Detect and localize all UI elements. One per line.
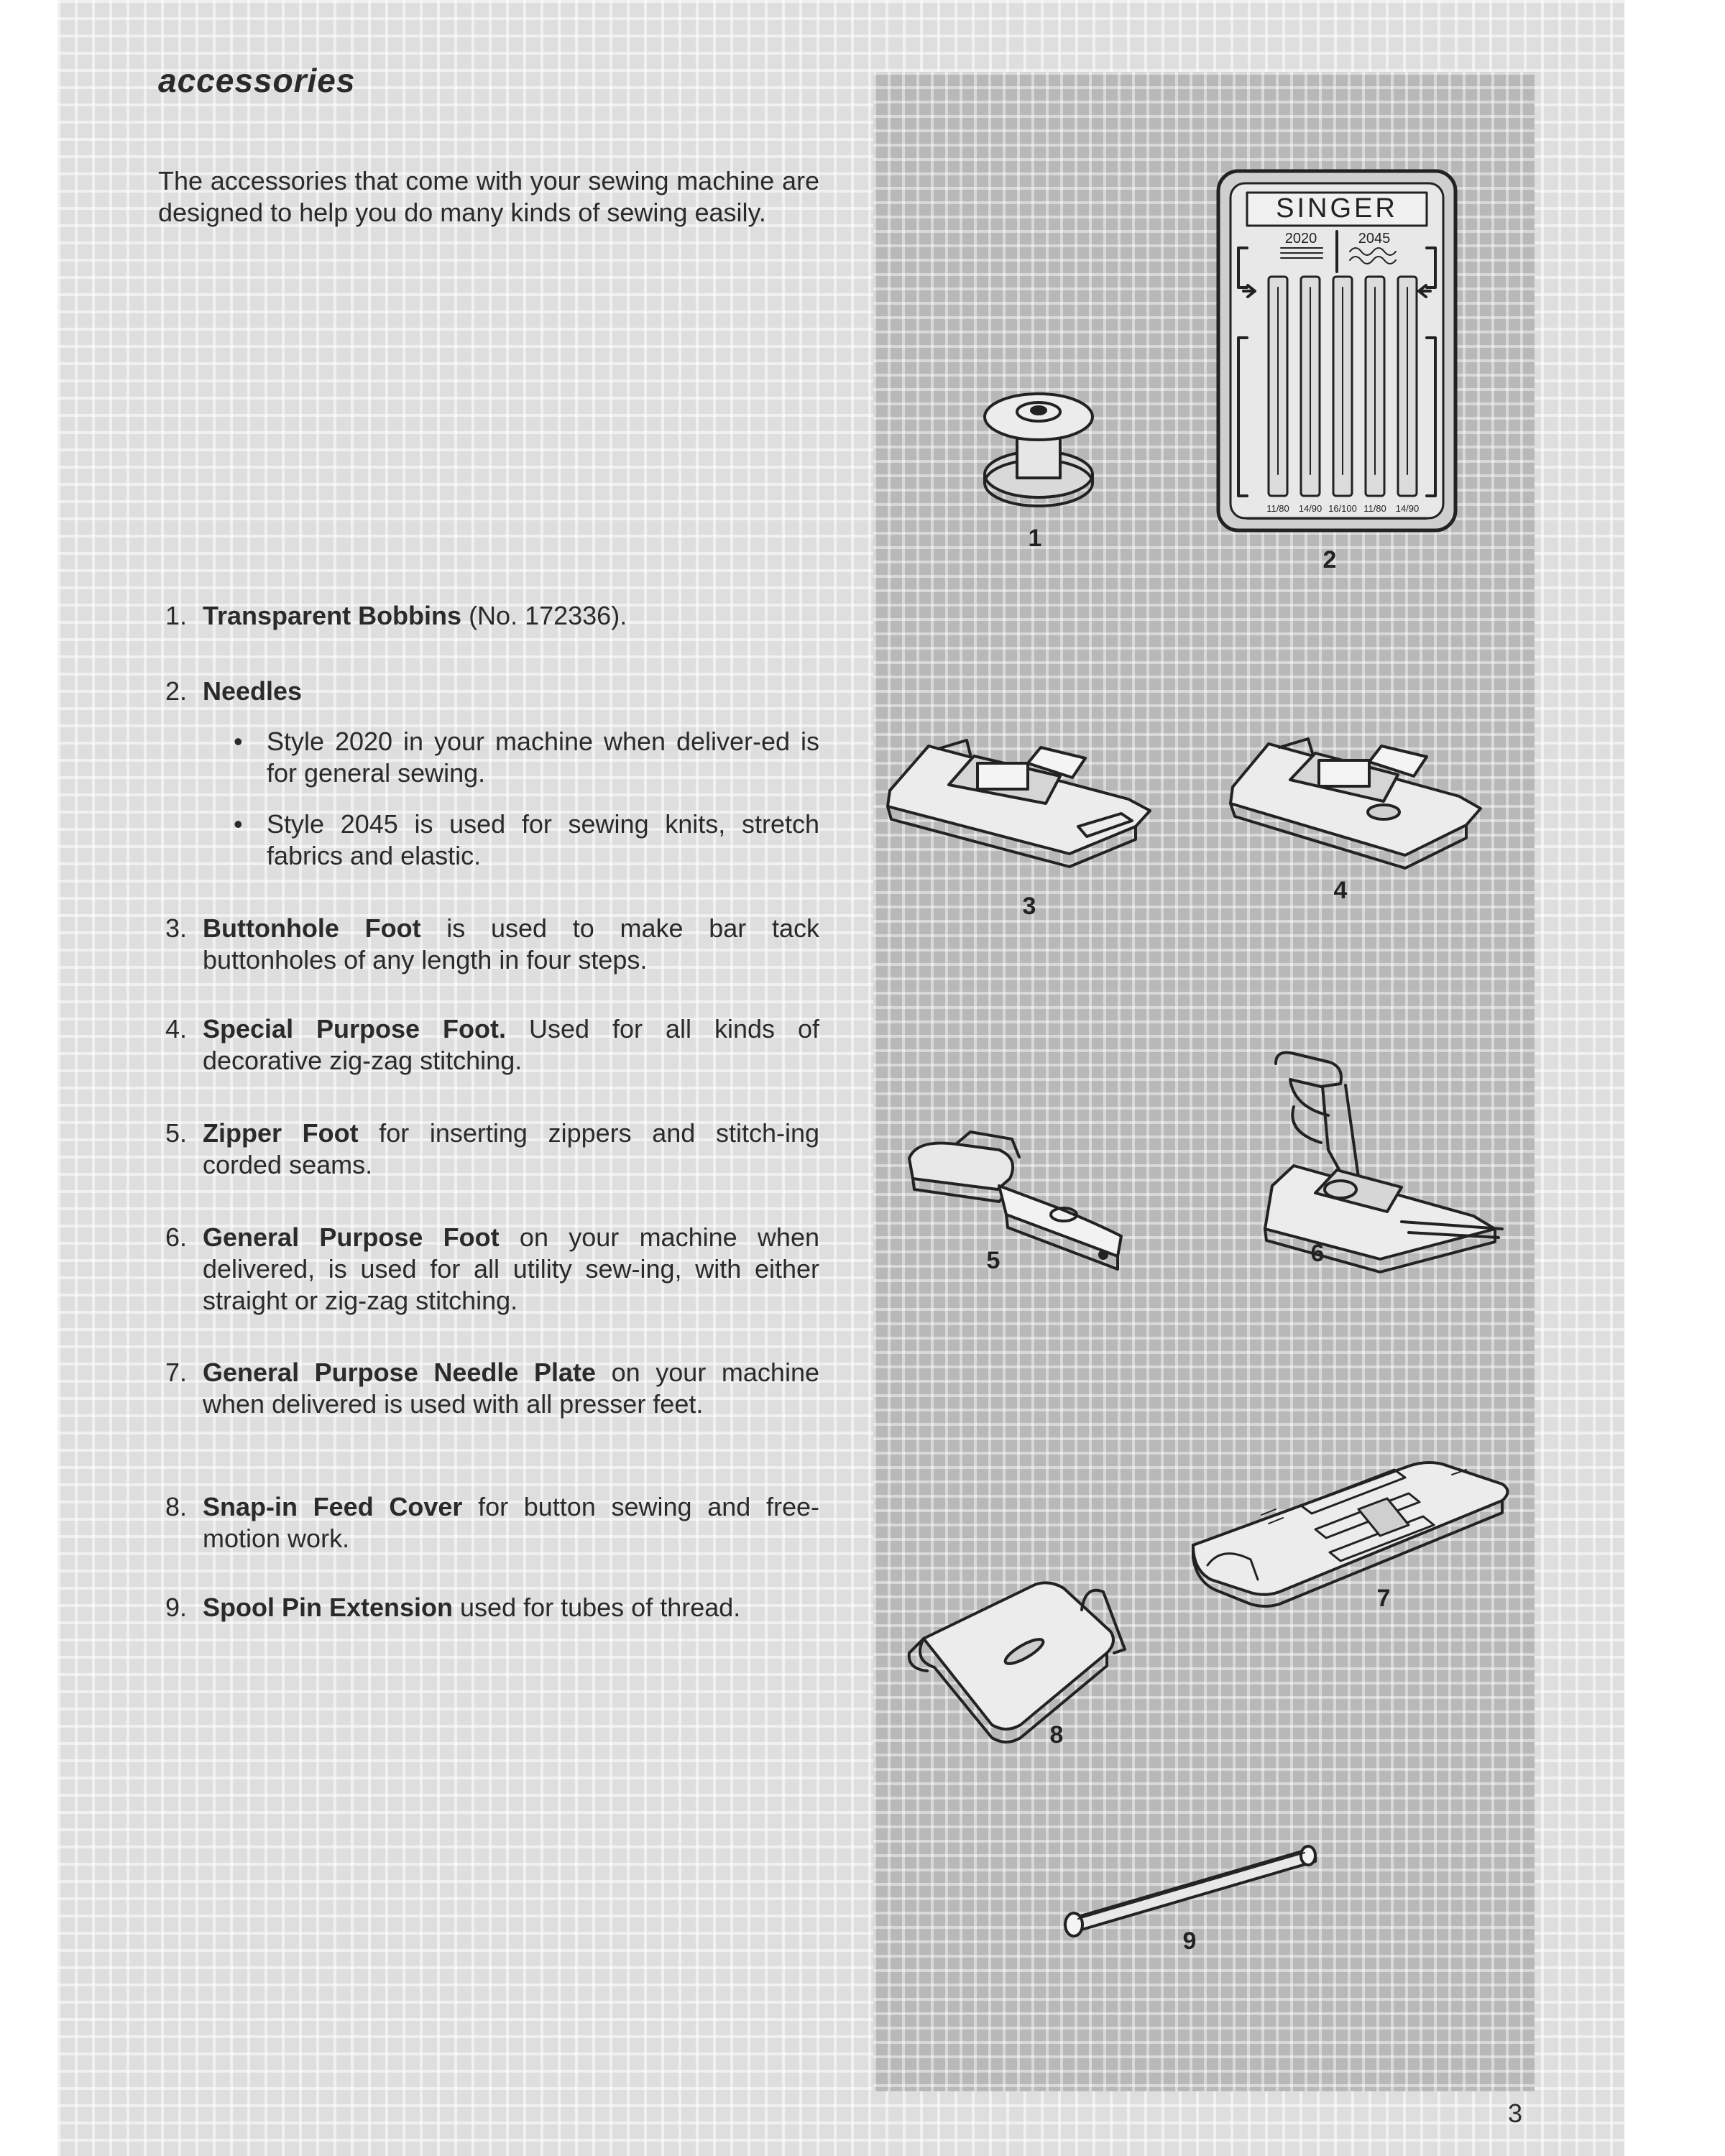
- brand-logo-text: SINGER: [1276, 193, 1398, 224]
- svg-text:16/100: 16/100: [1328, 503, 1357, 514]
- svg-text:14/90: 14/90: [1298, 503, 1322, 514]
- list-item: 2. Needles: [165, 676, 303, 706]
- needle-bullet: • Style 2020 in your machine when deliver-ed is for general sewing.: [234, 727, 819, 788]
- spool-pin-drawing: [1065, 1846, 1315, 1936]
- list-item: 5. Zipper Foot for inserting zippers and stitch-ing corded seams.: [165, 1118, 819, 1179]
- list-item: 7. General Purpose Needle Plate on your machine when delivered is used with all presser feet.: [165, 1358, 819, 1419]
- callout-label: 6: [1310, 1240, 1325, 1267]
- callout-label: 1: [1028, 525, 1042, 552]
- page-number: 3: [1508, 2099, 1523, 2128]
- svg-text:14/90: 14/90: [1395, 503, 1420, 514]
- callout-label: 2: [1322, 546, 1337, 573]
- needle-pack-drawing: [1218, 171, 1455, 530]
- intro-paragraph: The accessories that come with your sewing machine are designed to help you do many kinds of sewing easily.: [158, 166, 819, 227]
- svg-text:11/80: 11/80: [1266, 503, 1289, 514]
- svg-text:2020: 2020: [1284, 231, 1317, 247]
- page-title: accessories: [158, 62, 356, 99]
- list-item: 1. Transparent Bobbins (No. 172336).: [165, 601, 627, 630]
- callout-label: 9: [1182, 1927, 1197, 1955]
- callout-label: 3: [1022, 893, 1036, 920]
- needle-bullet: • Style 2045 is used for sewing knits, stretch fabrics and elastic.: [234, 809, 819, 870]
- list-item: 9. Spool Pin Extension used for tubes of thread.: [165, 1593, 741, 1622]
- list-item: 6. General Purpose Foot on your machine when delivered, is used for all utility sew-ing, with either straight or zig-zag stitching.: [165, 1222, 819, 1315]
- svg-text:11/80: 11/80: [1363, 503, 1386, 514]
- bobbin-drawing: [985, 394, 1092, 506]
- callout-label: 4: [1333, 877, 1348, 904]
- buttonhole-foot-drawing: [888, 740, 1150, 867]
- feed-cover-drawing: [909, 1583, 1125, 1742]
- zipper-foot-drawing: [909, 1132, 1121, 1269]
- general-purpose-foot-drawing: [1265, 1053, 1502, 1272]
- special-purpose-foot-drawing: [1230, 739, 1481, 868]
- callout-label: 7: [1376, 1585, 1391, 1612]
- list-item: 3. Buttonhole Foot is used to make bar tack buttonholes of any length in four steps.: [165, 913, 819, 975]
- svg-text:2045: 2045: [1358, 231, 1391, 247]
- needle-plate-drawing: [1193, 1462, 1508, 1606]
- list-item: 4. Special Purpose Foot. Used for all kinds of decorative zig-zag stitching.: [165, 1014, 819, 1075]
- callout-label: 8: [1049, 1721, 1064, 1749]
- list-item: 8. Snap-in Feed Cover for button sewing and free-motion work.: [165, 1492, 820, 1553]
- callout-label: 5: [986, 1247, 1000, 1274]
